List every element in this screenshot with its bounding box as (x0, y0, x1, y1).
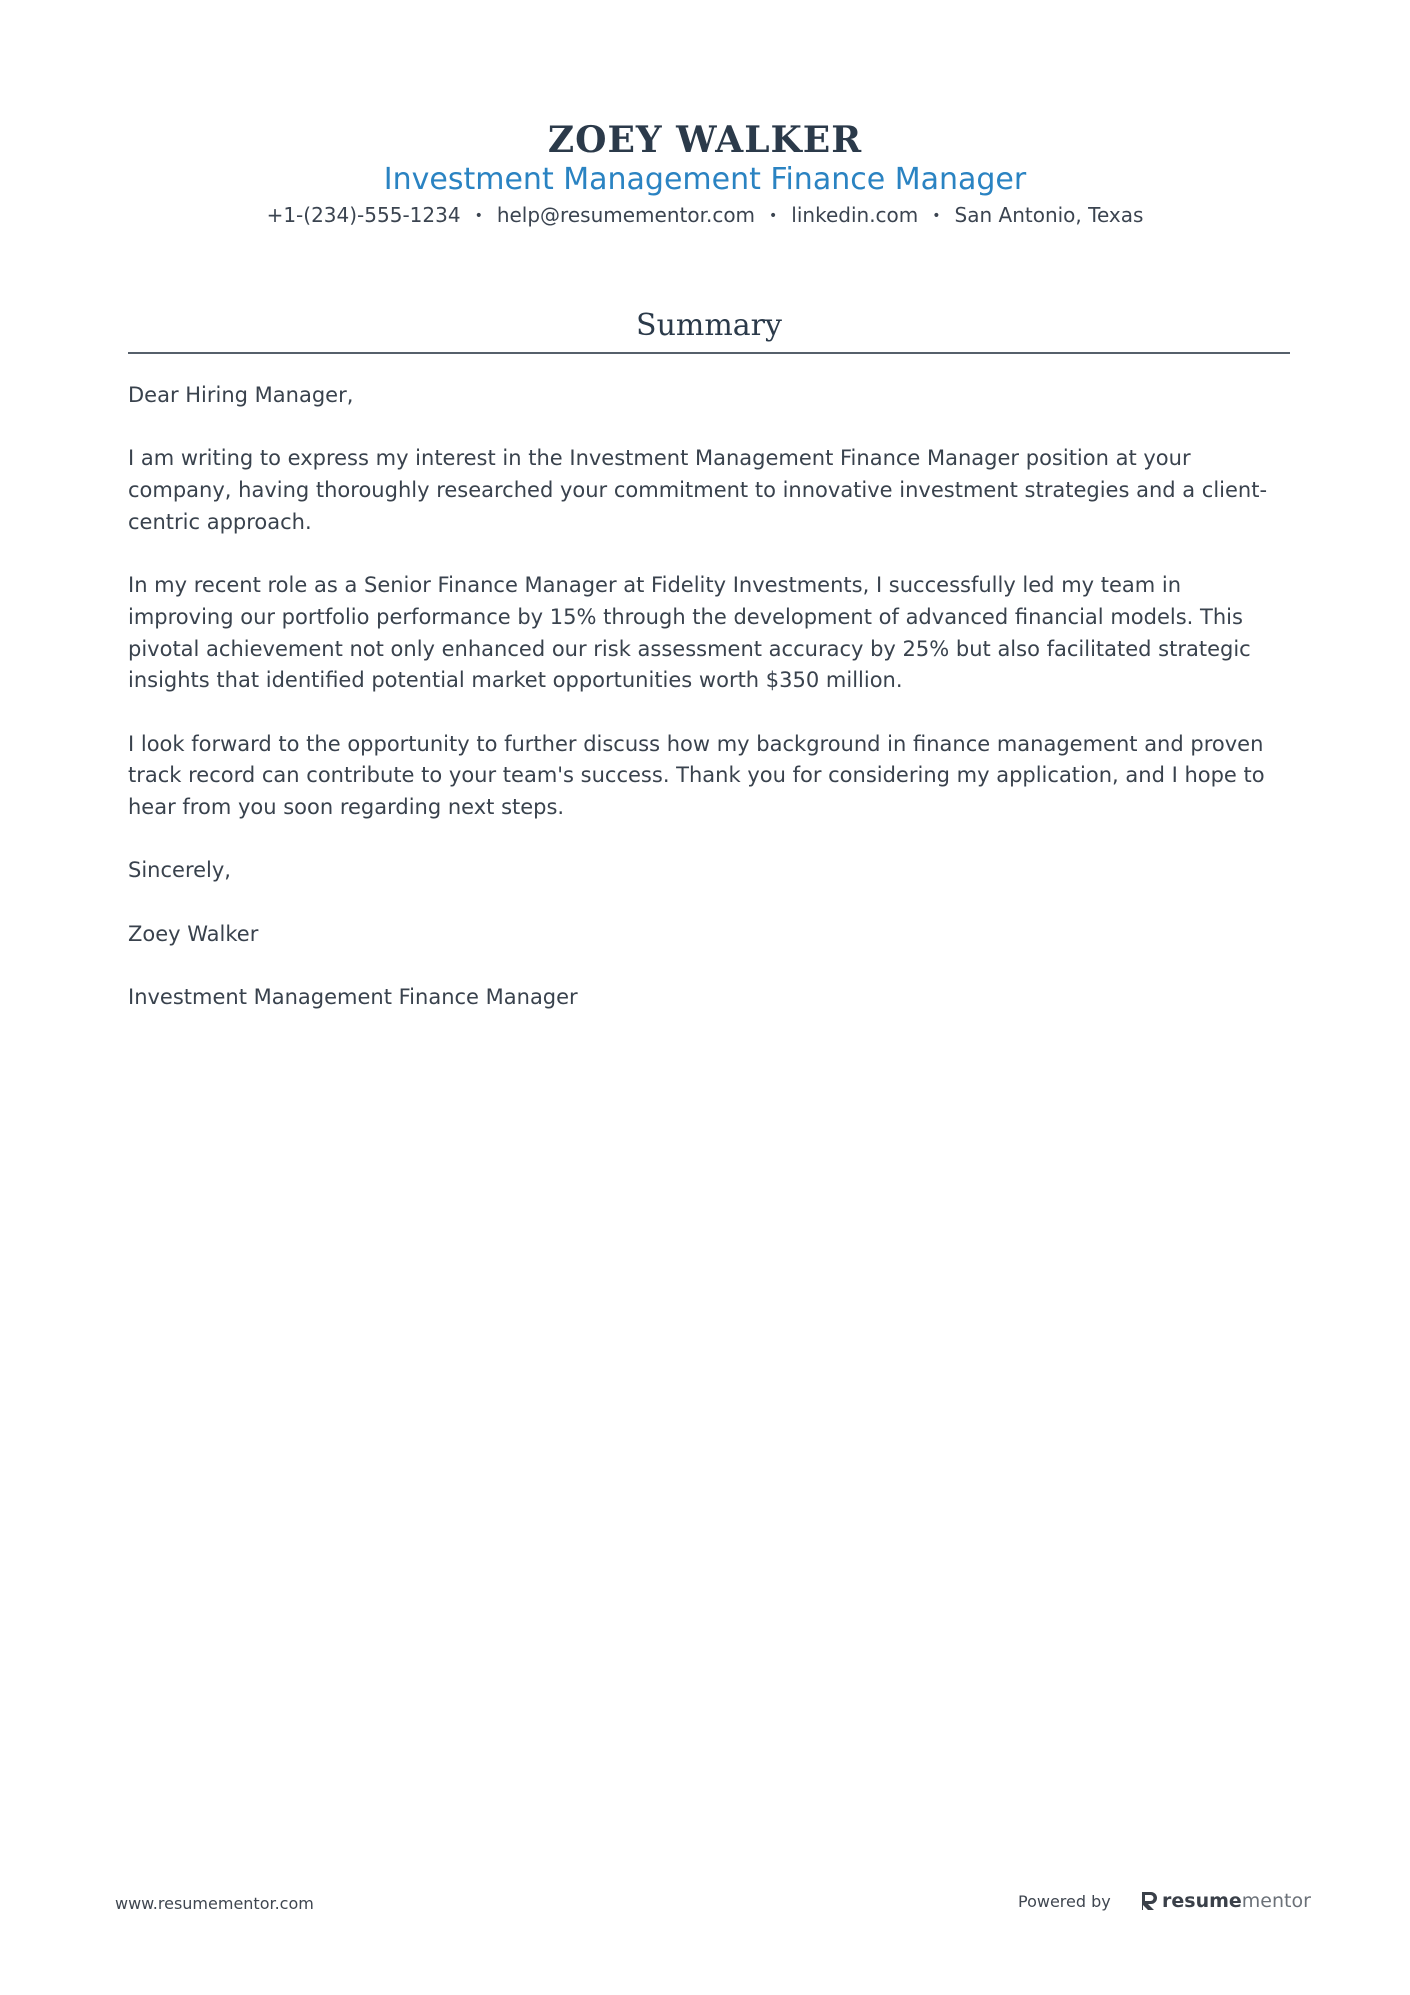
section-title-summary: Summary (636, 308, 782, 343)
resumementor-logo-icon (1140, 1891, 1158, 1911)
contact-separator: • (769, 208, 778, 224)
letter-closing: Sincerely, (128, 858, 231, 883)
letter-paragraph: In my recent role as a Senior Finance Manager at Fidelity Investments, I successfully led my team in improving our portfolio performance by 15% through the development of advanced financial models. This pivotal achievement not only enhanced our risk assessment accuracy by 25% but also facilitated strategic insights that identified potential market opportunities worth $350 million. (128, 573, 1251, 693)
contact-separator: • (474, 208, 483, 224)
contact-email[interactable]: help@resumementor.com (496, 203, 756, 227)
contact-phone: +1-(234)-555-1234 (266, 203, 461, 227)
letter-header (0, 118, 1410, 231)
contact-location: San Antonio, Texas (954, 203, 1144, 227)
letter-paragraph: I look forward to the opportunity to further discuss how my background in finance management and proven track record can contribute to your team's success. Thank you for considering my application, and I hope to hear from you soon regarding next steps. (128, 731, 1265, 820)
contact-line (0, 200, 1410, 231)
letter-paragraph: I am writing to express my interest in the Investment Management Finance Manager position at your company, having thoroughly researched your commitment to innovative investment strategies and a client-centric approach. (128, 446, 1268, 534)
letter-greeting: Dear Hiring Manager, (128, 383, 354, 407)
letter-body (128, 380, 1290, 1046)
resumementor-logo[interactable] (1140, 1886, 1311, 1916)
powered-by-label: Powered by (1018, 1892, 1111, 1911)
section-divider (128, 352, 1290, 354)
signature-name: Zoey Walker (128, 921, 259, 946)
resumementor-wordmark: resumementor (1162, 1890, 1311, 1912)
contact-linkedin[interactable]: linkedin.com (791, 203, 919, 227)
candidate-name: ZOEY WALKER (547, 119, 863, 161)
footer-website-link[interactable]: www.resumementor.com (115, 1894, 314, 1913)
signature-title: Investment Management Finance Manager (128, 985, 578, 1010)
contact-separator: • (932, 208, 941, 224)
candidate-title: Investment Management Finance Manager (383, 162, 1027, 197)
